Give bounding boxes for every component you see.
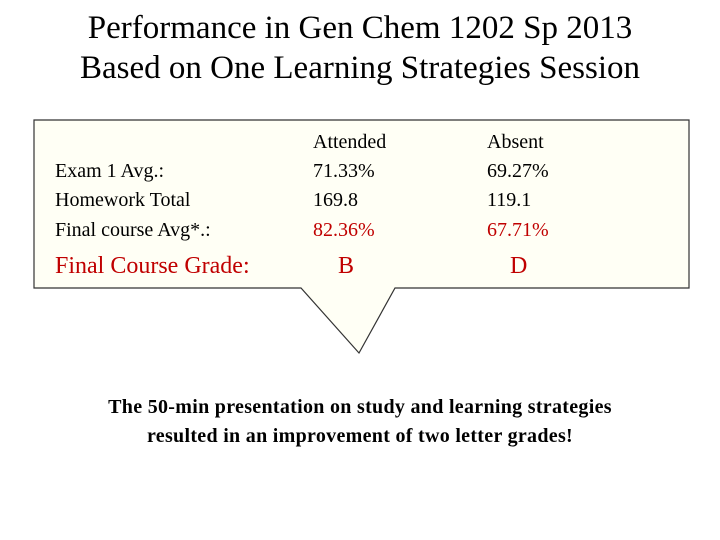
conclusion-text — [40, 393, 680, 451]
title-line-2: Based on One Learning Strategies Session — [80, 50, 640, 86]
homework-absent: 119.1 — [487, 189, 532, 211]
row-label-final-avg: Final course Avg*.: — [55, 219, 211, 241]
conclusion-line-1: The 50-min presentation on study and learning strategies — [108, 396, 612, 418]
final-grade-absent: D — [510, 253, 528, 279]
row-label-final-grade: Final Course Grade: — [55, 253, 250, 279]
final-grade-attended: B — [338, 253, 355, 279]
row-label-homework: Homework Total — [55, 189, 191, 211]
exam1-absent: 69.27% — [487, 160, 549, 182]
row-label-exam1: Exam 1 Avg.: — [55, 160, 165, 182]
header-absent: Absent — [487, 131, 544, 153]
final-avg-absent: 67.71% — [487, 219, 549, 241]
conclusion-line-2: resulted in an improvement of two letter grades! — [146, 425, 573, 447]
homework-attended: 169.8 — [313, 189, 358, 211]
final-avg-attended: 82.36% — [313, 219, 375, 241]
title-line-1: Performance in Gen Chem 1202 Sp 2013 — [87, 10, 633, 46]
exam1-attended: 71.33% — [313, 160, 375, 182]
header-attended: Attended — [313, 131, 387, 153]
